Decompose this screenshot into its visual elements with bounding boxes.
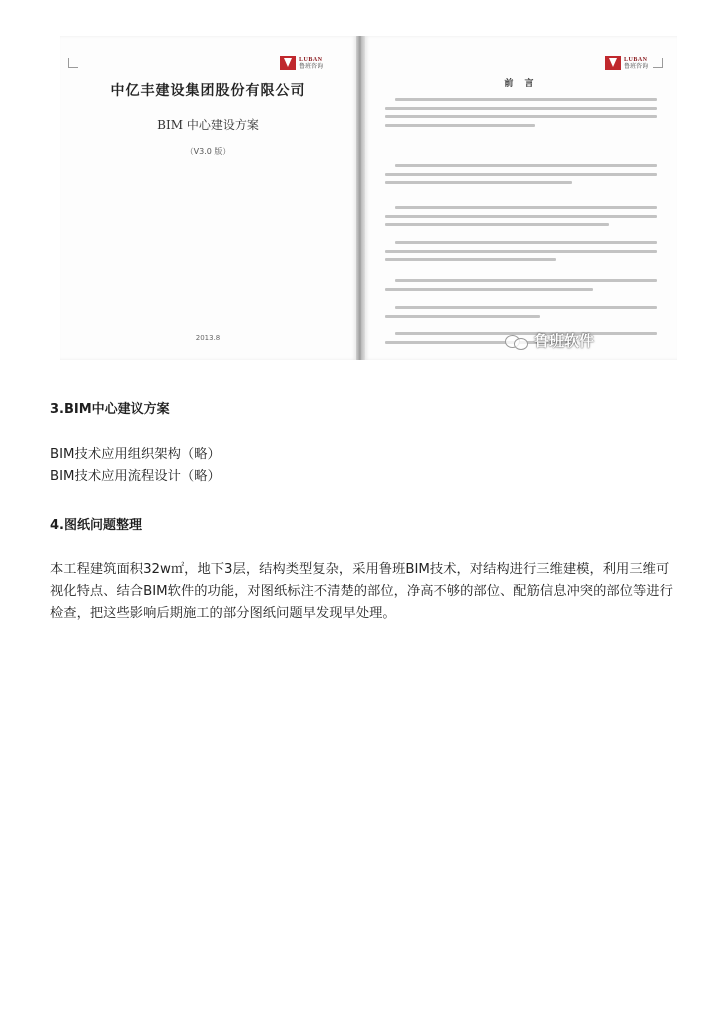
section-3-heading: 3.BIM中心建议方案 [50, 402, 170, 417]
preface-text-line [395, 279, 657, 282]
preface-text-line [385, 181, 572, 184]
preface-text-line [385, 288, 593, 291]
cover-page [60, 36, 356, 360]
preface-text-line [385, 173, 657, 176]
preface-text-line [385, 258, 556, 261]
crop-mark [68, 58, 78, 68]
section-3-item: BIM技术应用组织架构（略） [50, 447, 221, 462]
logo-english: LUBAN [624, 56, 648, 63]
preface-text-line [395, 241, 657, 244]
preface-text-line [385, 124, 535, 127]
watermark-text: 鲁班软件 [534, 332, 595, 350]
preface-text-line [385, 223, 609, 226]
plan-version: （V3.0 版） [185, 147, 231, 156]
luban-logo-icon [280, 56, 296, 70]
preface-text-line [385, 215, 657, 218]
preface-text-line [385, 107, 657, 110]
logo-chinese: 鲁班咨询 [624, 62, 649, 70]
crop-mark [653, 58, 663, 68]
luban-logo-icon [605, 56, 621, 70]
section-4-paragraph: 本工程建筑面积32w㎡，地下3层，结构类型复杂，采用鲁班BIM技术，对结构进行三维建模，利用三维可视化特点、结合BIM软件的功能，对图纸标注不清楚的部位，净高不够的部位、配筋信息冲突的部位等进行检查，把这些影响后期施工的部分图纸问题早发现早处理。 [50, 562, 673, 621]
preface-text-line [385, 115, 657, 118]
preface-text-line [385, 250, 657, 253]
preface-page [365, 36, 677, 360]
section-3-item: BIM技术应用流程设计（略） [50, 469, 221, 484]
preface-text-line [385, 315, 540, 318]
logo-english: LUBAN [299, 56, 323, 63]
chat-bubble-icon [505, 333, 529, 349]
section-4-heading: 4.图纸问题整理 [50, 518, 142, 533]
preface-text-line [395, 206, 657, 209]
luban-logo [280, 56, 323, 70]
company-name: 中亿丰建设集团股份有限公司 [110, 83, 306, 99]
plan-date: 2013.8 [195, 334, 221, 342]
logo-chinese: 鲁班咨询 [299, 62, 324, 70]
plan-title: BIM 中心建设方案 [157, 118, 259, 132]
preface-text-line [395, 306, 657, 309]
scanned-document-image [60, 36, 677, 360]
luban-logo [605, 56, 648, 70]
watermark [505, 330, 594, 351]
preface-text-line [395, 98, 657, 101]
preface-text-line [395, 164, 657, 167]
preface-title: 前 言 [504, 79, 538, 89]
book-gutter [356, 36, 365, 360]
